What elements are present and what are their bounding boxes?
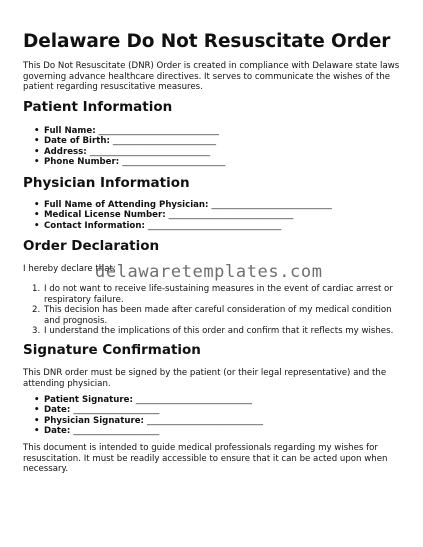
list-item	[23, 416, 403, 426]
list-item	[23, 157, 403, 167]
patient-section-heading: Patient Information	[23, 99, 173, 115]
fill-blank: ________________________	[122, 157, 226, 168]
fill-blank: ___________________________	[146, 415, 263, 426]
field-label: Medical License Number:	[44, 210, 166, 221]
fill-blank: ____________________	[73, 405, 160, 416]
field-label: Full Name:	[44, 126, 96, 136]
list-item	[23, 200, 403, 210]
list-item	[23, 284, 403, 305]
page-title: Delaware Do Not Resuscitate Order	[23, 31, 391, 52]
list-item	[23, 147, 403, 157]
closing-paragraph: This document is intended to guide medical professionals regarding my wishes for resuscitation. It must be readily accessible to ensure that it can be acted upon when necessary.	[23, 443, 388, 475]
list-item	[23, 426, 403, 436]
declaration-lead: I hereby declare that:	[23, 264, 116, 274]
list-item	[23, 210, 403, 220]
patient-fields-list	[23, 126, 403, 168]
declaration-list	[23, 284, 403, 337]
field-label: Full Name of Attending Physician:	[44, 200, 209, 210]
item-text: I do not want to receive life-sustaining measures in the event of cardiac arrest or respiratory failure.	[44, 284, 393, 305]
field-label: Phone Number:	[44, 157, 120, 168]
fill-blank: ____________________	[73, 426, 160, 437]
fill-blank: ____________________________	[98, 126, 219, 136]
item-number: 2.	[32, 305, 41, 316]
intro-paragraph: This Do Not Resuscitate (DNR) Order is created in compliance with Delaware state laws governing advance healthcare directives. It serves to communicate the wishes of the patient regarding resuscitative measures.	[23, 61, 400, 93]
item-text: I understand the implications of this order and confirm that it reflects my wishes.	[44, 326, 394, 337]
item-number: 3.	[32, 326, 41, 337]
item-text: This decision has been made after careful consideration of my medical condition and prognosis.	[44, 305, 392, 326]
signature-section-heading: Signature Confirmation	[23, 342, 201, 358]
fill-blank: ____________________________	[211, 200, 332, 210]
list-item	[23, 405, 403, 415]
field-label: Physician Signature:	[44, 415, 144, 426]
list-item	[23, 305, 403, 326]
list-item	[23, 326, 403, 337]
field-label: Patient Signature:	[44, 395, 133, 405]
fill-blank: ___________________________	[135, 395, 252, 405]
field-label: Contact Information:	[44, 220, 145, 231]
fill-blank: _____________________________	[168, 210, 294, 221]
declaration-section-heading: Order Declaration	[23, 238, 160, 254]
list-item	[23, 136, 403, 146]
signature-lead: This DNR order must be signed by the patient (or their legal representative) and the attending physician.	[23, 368, 387, 389]
list-item	[23, 221, 403, 231]
fill-blank: ________________________	[112, 136, 217, 147]
fill-blank: ____________________________	[89, 146, 211, 157]
fill-blank: _______________________________	[147, 220, 282, 231]
field-label: Date of Birth:	[44, 136, 110, 147]
signature-fields-list	[23, 395, 403, 437]
list-item	[23, 395, 403, 405]
physician-fields-list	[23, 200, 403, 231]
physician-section-heading: Physician Information	[23, 175, 190, 191]
watermark-text: delawaretemplates.com	[95, 262, 323, 282]
field-label: Address:	[44, 146, 87, 157]
item-number: 1.	[32, 284, 41, 294]
field-label: Date:	[44, 405, 71, 416]
field-label: Date:	[44, 426, 71, 437]
list-item	[23, 126, 403, 136]
